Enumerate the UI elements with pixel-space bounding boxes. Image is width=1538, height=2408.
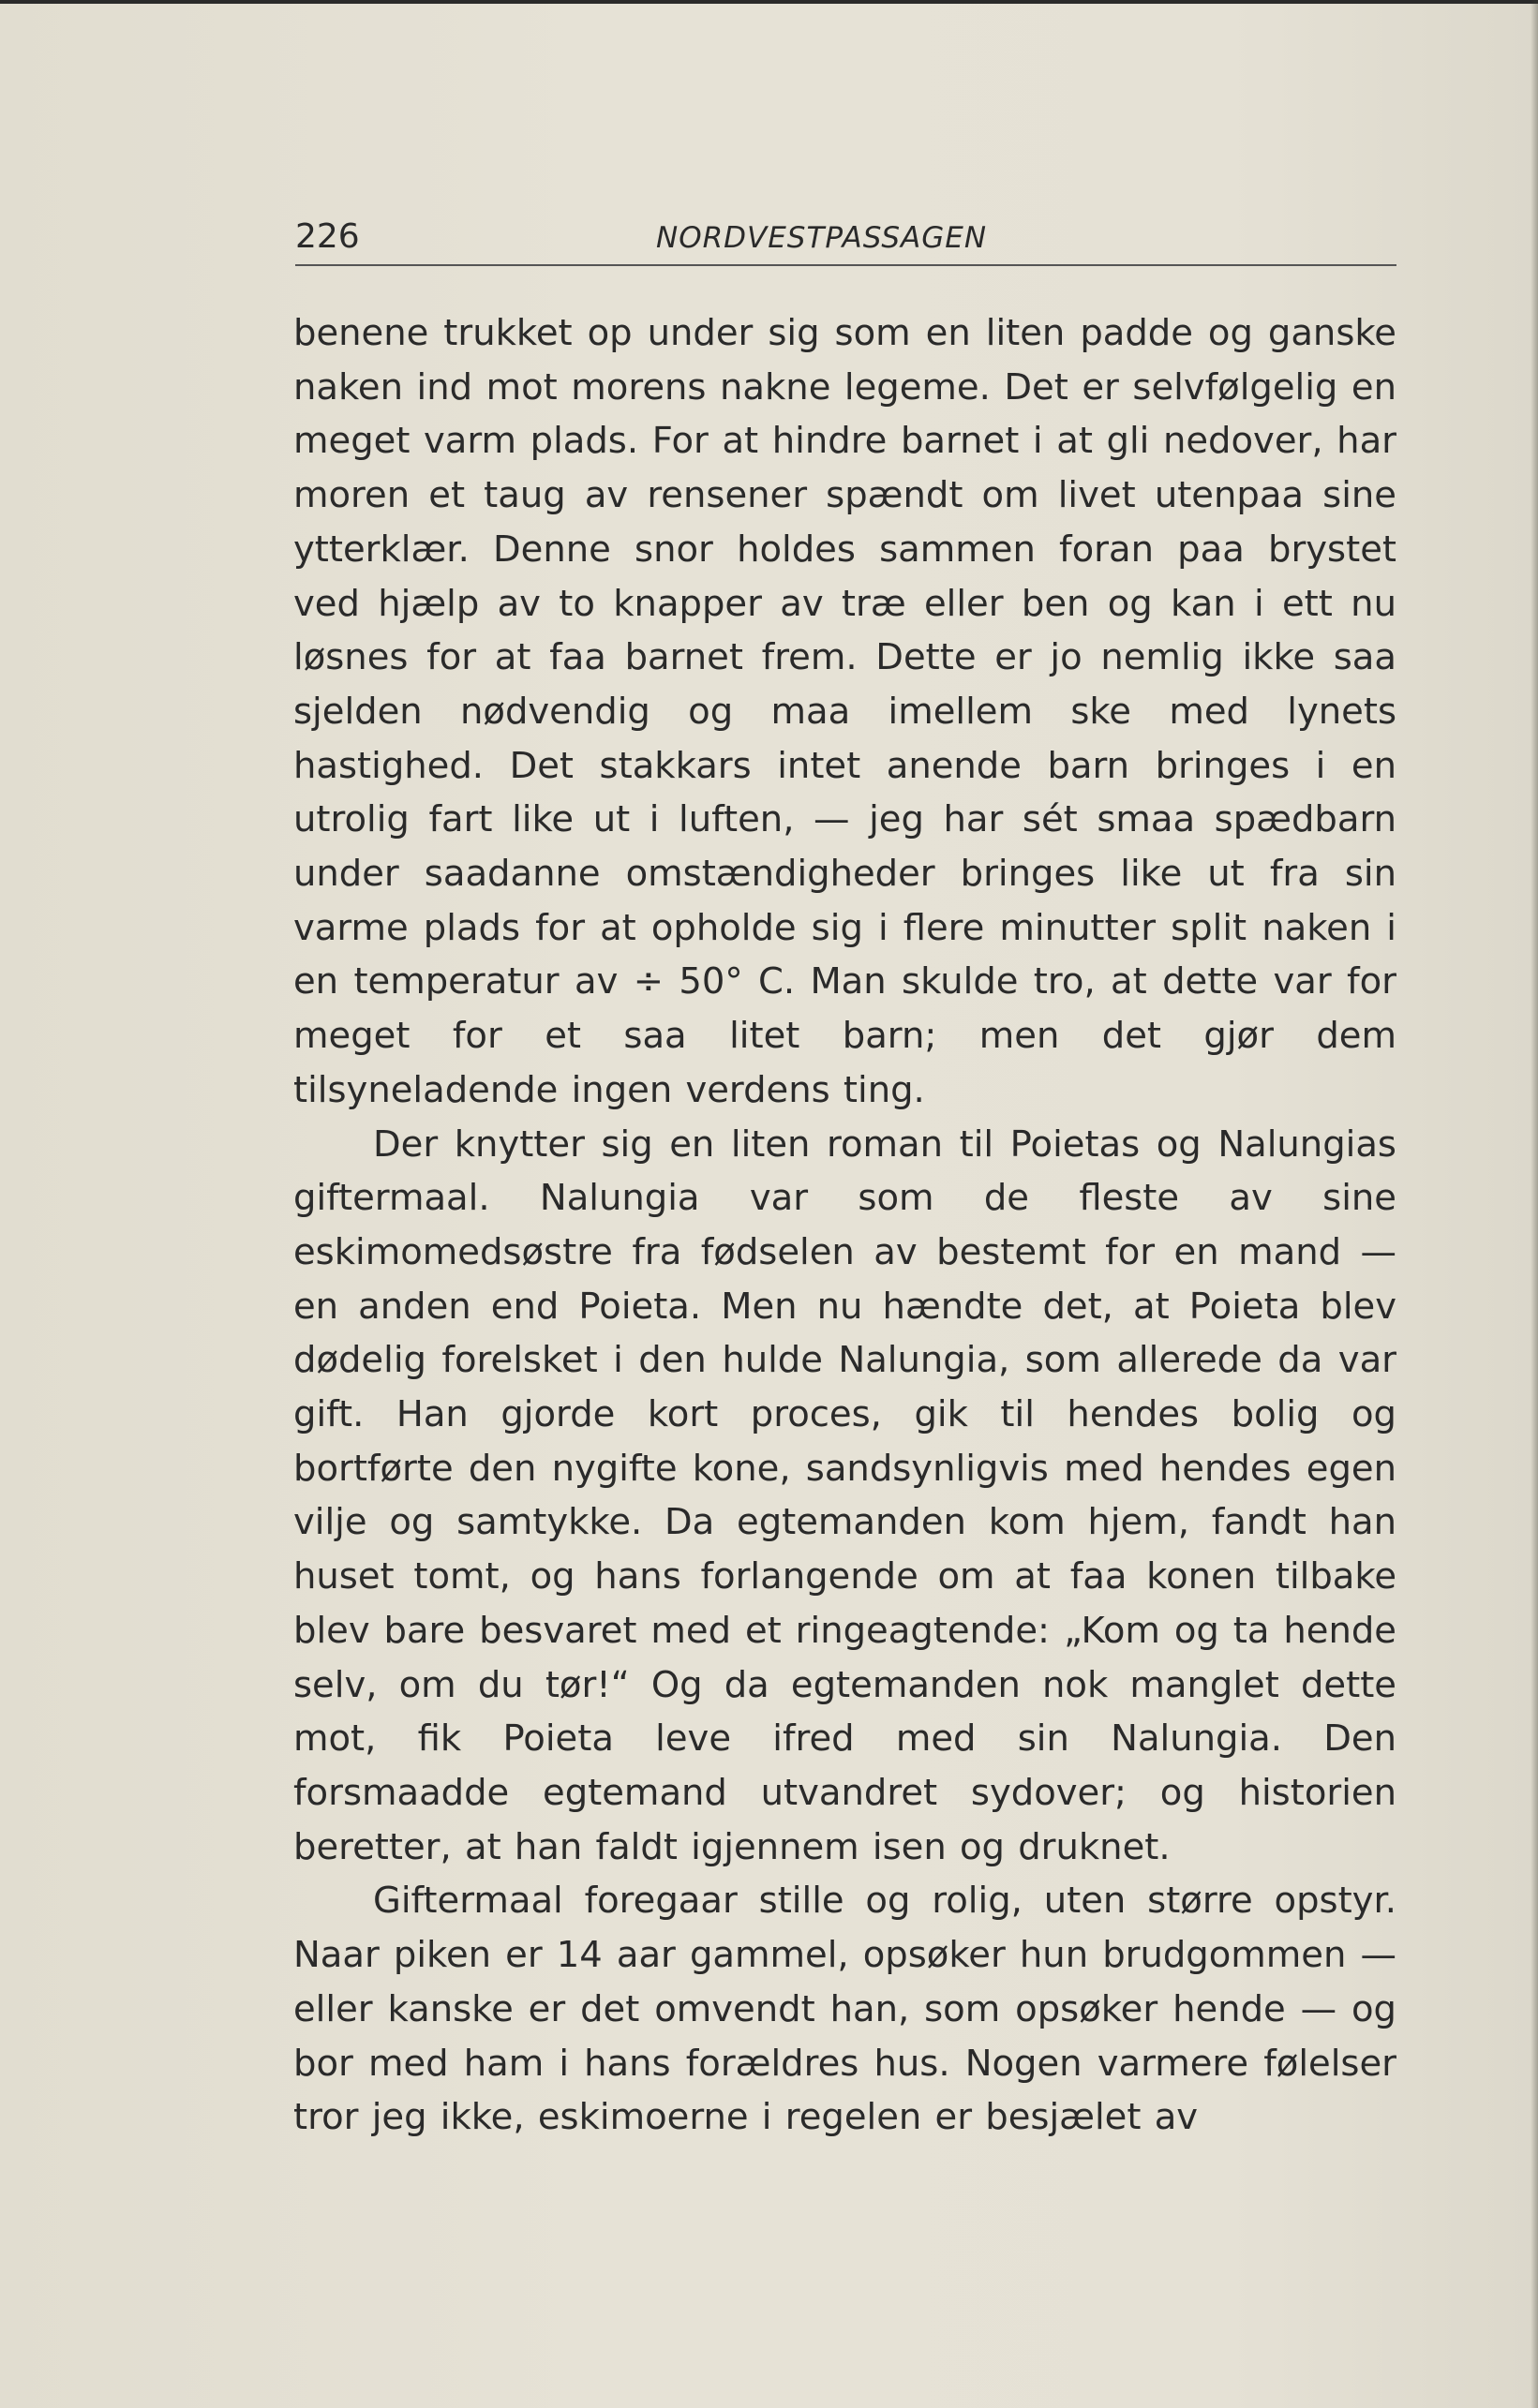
scan-top-edge (0, 0, 1538, 4)
header-rule (295, 264, 1396, 266)
paragraph: benene trukket op under sig som en liten padde og ganske naken ind mot morens nakne legeme. Det er selvfølgelig en meget varm plads. For at hindre barnet i at gli nedover, har moren et taug av rensener spændt om livet utenpaa sine ytterklær. Denne snor holdes sammen foran paa brystet ved hjælp av to knapper av træ eller ben og kan i ett nu løsnes for at faa barnet frem. Dette er jo nemlig ikke saa sjelden nødvendig og maa imellem ske med lynets hastighed. Det stakkars intet anende barn bringes i en utrolig fart like ut i luften, — jeg har sét smaa spædbarn under saadanne omstændigheder bringes like ut fra sin varme plads for at opholde sig i flere minutter split naken i en temperatur av ÷ 50° C. Man skulde tro, at dette var for meget for et saa litet barn; men det gjør dem tilsyneladende ingen verdens ting. (293, 312, 1396, 1111)
running-title: NORDVESTPASSAGEN (656, 221, 988, 255)
page-number: 226 (295, 217, 360, 256)
body-text (293, 306, 1396, 2145)
scan-right-edge (1531, 0, 1538, 2408)
paragraph: Giftermaal foregaar stille og rolig, uten større opstyr. Naar piken er 14 aar gammel, opsøker hun brudgommen — eller kanske er det omvendt han, som opsøker hende — og bor med ham i hans forældres hus. Nogen varmere følelser tror jeg ikke, eskimoerne i regelen er besjælet av (293, 1880, 1396, 2139)
paragraph: Der knytter sig en liten roman til Poietas og Nalungias giftermaal. Nalungia var som de fleste av sine eskimomedsøstre fra fødselen av bestemt for en mand — en anden end Poieta. Men nu hændte det, at Poieta blev dødelig forelsket i den hulde Nalungia, som allerede da var gift. Han gjorde kort proces, gik til hendes bolig og bortførte den nygifte kone, sandsynligvis med hendes egen vilje og samtykke. Da egtemanden kom hjem, fandt han huset tomt, og hans forlangende om at faa konen tilbake blev bare besvaret med et ringeagtende: „Kom og ta hende selv, om du tør!“ Og da egtemanden nok manglet dette mot, fik Poieta leve ifred med sin Nalungia. Den forsmaadde egtemand utvandret sydover; og historien beretter, at han faldt igjennem isen og druknet. (293, 1122, 1396, 1868)
running-head (295, 216, 1396, 272)
